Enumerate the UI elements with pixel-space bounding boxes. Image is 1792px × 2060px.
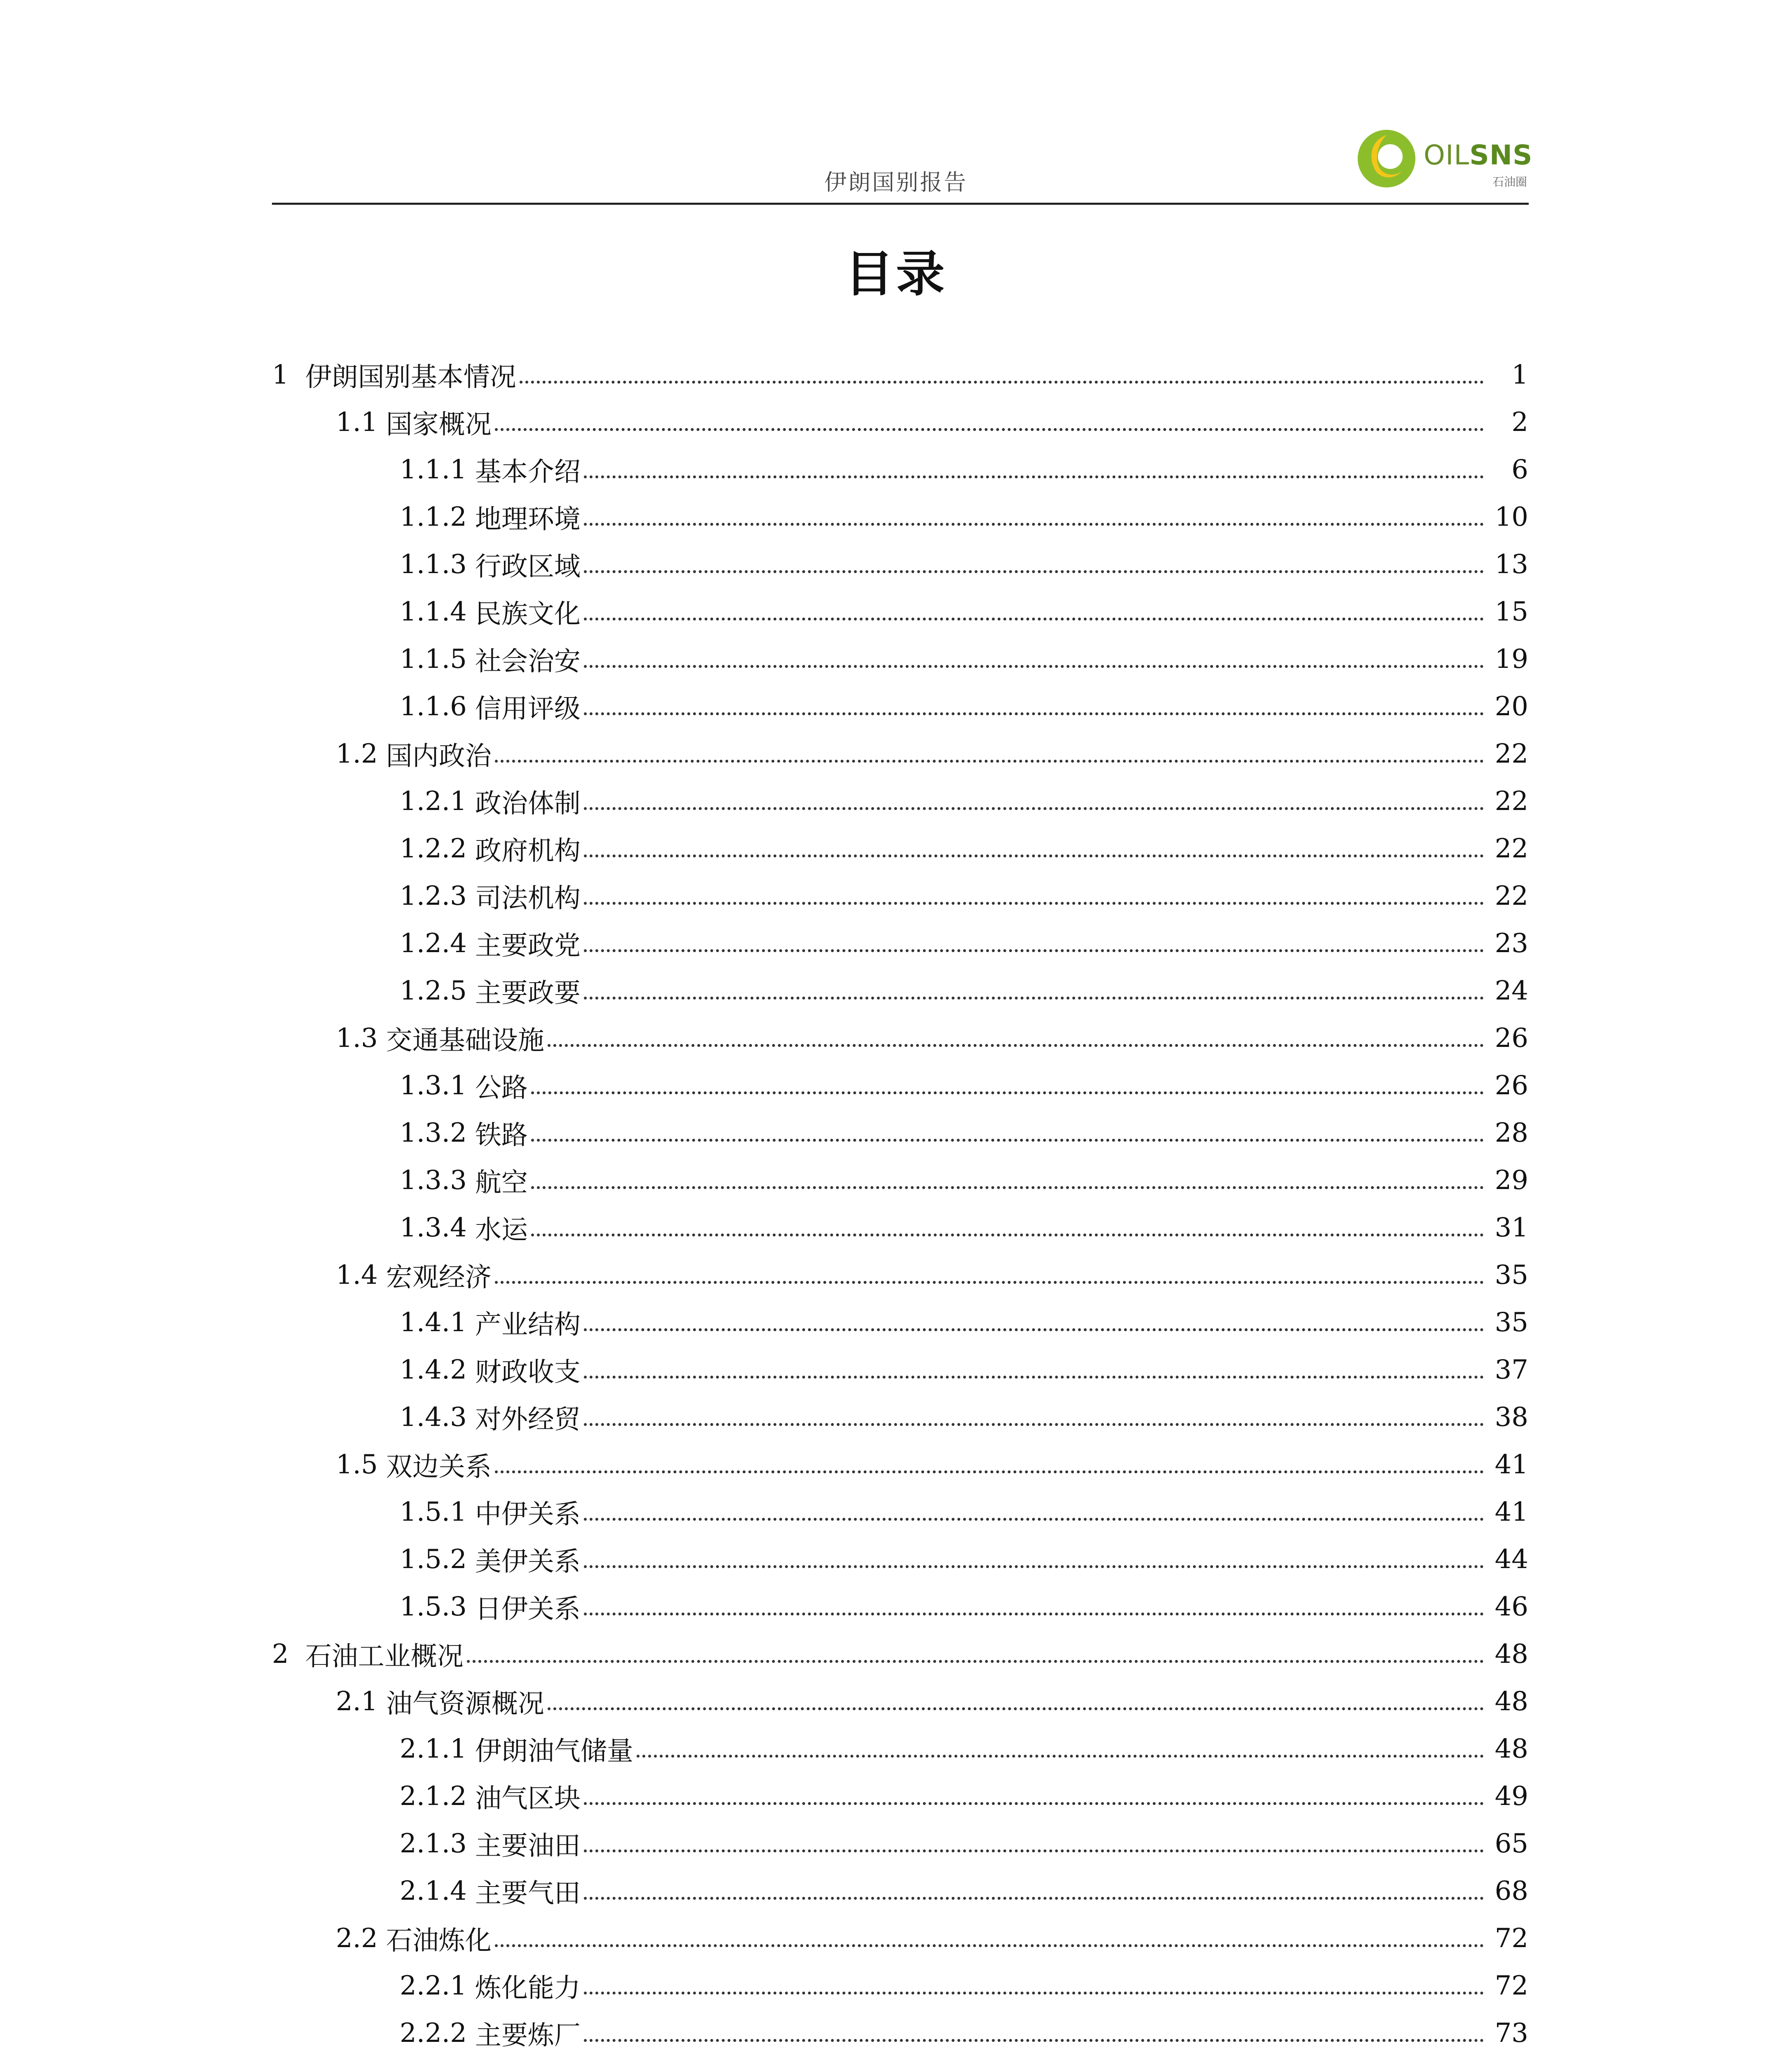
toc-entry-page: 15: [1495, 596, 1528, 627]
toc-entry-number: 1.1: [336, 407, 378, 438]
toc-entry[interactable]: [0, 777, 1792, 825]
toc-entry[interactable]: [0, 1820, 1792, 1867]
toc-entry-page: 41: [1495, 1449, 1528, 1480]
toc-entry-number: 2.1.2: [400, 1781, 467, 1812]
toc-entry-title: 油气区块: [475, 1783, 581, 1814]
toc-dot-leader: [584, 1376, 1484, 1379]
toc-entry-title: 交通基础设施: [386, 1025, 544, 1056]
toc-entry-page: 13: [1495, 549, 1528, 580]
toc-entry-page: 49: [1495, 1781, 1528, 1812]
toc-entry-number: 1.4.1: [400, 1307, 467, 1338]
toc-dot-leader: [495, 1281, 1484, 1284]
toc-entry-number: 2: [272, 1639, 289, 1669]
toc-dot-leader: [584, 1565, 1484, 1568]
toc-entry-number: 2.2.1: [400, 1970, 467, 2001]
toc-entry[interactable]: [0, 1346, 1792, 1393]
toc-entry-page: 72: [1495, 1970, 1528, 2001]
toc-entry[interactable]: [0, 872, 1792, 920]
toc-entry-title: 司法机构: [475, 883, 581, 914]
toc-entry[interactable]: [0, 635, 1792, 683]
toc-entry-page: 1: [1511, 359, 1528, 390]
toc-entry-page: 22: [1495, 786, 1528, 817]
toc-dot-leader: [584, 618, 1484, 620]
logo-wordmark: [1424, 139, 1533, 171]
toc-entry-title: 行政区域: [475, 551, 581, 582]
toc-entry-page: 26: [1495, 1070, 1528, 1101]
toc-entry-title: 铁路: [475, 1120, 528, 1151]
toc-entry[interactable]: [0, 398, 1792, 446]
toc-entry-title: 中伊关系: [475, 1499, 581, 1530]
toc-entry-title: 地理环境: [475, 504, 581, 535]
toc-entry-number: 2.2: [336, 1923, 378, 1954]
toc-entry-number: 1.5: [336, 1449, 378, 1480]
toc-dot-leader: [495, 1944, 1484, 1947]
toc-entry-title: 主要政党: [475, 930, 581, 961]
toc-entry-number: 1.2.3: [400, 880, 467, 911]
toc-entry-title: 公路: [475, 1072, 528, 1103]
toc-dot-leader: [584, 1613, 1484, 1615]
toc-entry[interactable]: [0, 1156, 1792, 1204]
toc-entry[interactable]: [0, 1867, 1792, 1915]
toc-entry-page: 29: [1495, 1165, 1528, 1196]
toc-entry-number: 1.1.6: [400, 691, 467, 722]
toc-entry-title: 水运: [475, 1215, 528, 1245]
running-header-title: 伊朗国别报告: [824, 169, 968, 195]
toc-dot-leader: [584, 475, 1484, 478]
toc-entry-page: 20: [1495, 691, 1528, 722]
toc-entry-page: 44: [1495, 1544, 1528, 1575]
toc-dot-leader: [531, 1234, 1484, 1236]
toc-entry[interactable]: [0, 920, 1792, 967]
toc-entry-title: 伊朗国别基本情况: [305, 362, 516, 393]
logo-subtext: 石油圈: [1492, 175, 1527, 189]
toc-entry-page: 28: [1495, 1117, 1528, 1148]
toc-entry-number: 1.1.5: [400, 644, 467, 674]
toc-entry-number: 1.3.3: [400, 1165, 467, 1196]
toc-entry[interactable]: [0, 1299, 1792, 1346]
toc-dot-leader: [531, 1139, 1484, 1142]
toc-entry-page: 24: [1495, 975, 1528, 1006]
logo-text-sns: SNS: [1469, 139, 1533, 171]
toc-dot-leader: [584, 712, 1484, 715]
toc-entry-number: 1.4.3: [400, 1402, 467, 1433]
toc-entry-number: 2.2.2: [400, 2018, 467, 2048]
toc-entry-title: 政治体制: [475, 788, 581, 819]
toc-entry[interactable]: [0, 2009, 1792, 2057]
toc-entry-number: 1.2.2: [400, 833, 467, 864]
toc-dot-leader: [548, 1707, 1484, 1710]
toc-entry-title: 主要炼厂: [475, 2020, 581, 2051]
toc-entry[interactable]: [0, 446, 1792, 493]
toc-entry-number: 1.5.1: [400, 1496, 467, 1527]
header-divider: [272, 203, 1529, 205]
toc-entry[interactable]: [0, 1725, 1792, 1772]
toc-entry-number: 1.1.1: [400, 454, 467, 485]
toc-entry-page: 35: [1495, 1259, 1528, 1290]
toc-entry-page: 46: [1495, 1591, 1528, 1622]
toc-entry-number: 1.3.2: [400, 1117, 467, 1148]
toc-entry-title: 油气资源概况: [386, 1688, 544, 1719]
toc-entry-number: 1.3.4: [400, 1212, 467, 1243]
toc-entry[interactable]: [0, 588, 1792, 635]
toc-entry[interactable]: [0, 967, 1792, 1014]
toc-entry-title: 社会治安: [475, 646, 581, 677]
toc-dot-leader: [520, 381, 1484, 384]
toc-entry-number: 1: [272, 359, 289, 390]
toc-entry[interactable]: [0, 1678, 1792, 1725]
toc-entry-title: 国家概况: [386, 409, 492, 440]
toc-entry[interactable]: [0, 1488, 1792, 1536]
toc-entry-title: 美伊关系: [475, 1546, 581, 1577]
toc-entry[interactable]: [0, 1393, 1792, 1441]
toc-entry[interactable]: [0, 1204, 1792, 1251]
toc-dot-leader: [467, 1660, 1484, 1663]
toc-entry-page: 19: [1495, 644, 1528, 674]
toc-entry[interactable]: [0, 1630, 1792, 1678]
toc-entry-title: 信用评级: [475, 693, 581, 724]
toc-entry[interactable]: [0, 493, 1792, 541]
toc-dot-leader: [637, 1755, 1484, 1758]
toc-entry-page: 23: [1495, 928, 1528, 959]
toc-entry-number: 1.4.2: [400, 1354, 467, 1385]
toc-entry[interactable]: [0, 1962, 1792, 2009]
toc-dot-leader: [584, 1849, 1484, 1852]
toc-entry-title: 主要气田: [475, 1878, 581, 1909]
toc-entry-page: 6: [1511, 454, 1528, 485]
toc-entry-page: 22: [1495, 880, 1528, 911]
toc-entry[interactable]: [0, 351, 1792, 398]
toc-entry[interactable]: [0, 1014, 1792, 1062]
toc-entry-title: 国内政治: [386, 741, 492, 772]
toc-entry-title: 炼化能力: [475, 1973, 581, 2004]
toc-entry[interactable]: [0, 1536, 1792, 1583]
toc-entry-page: 31: [1495, 1212, 1528, 1243]
toc-entry-page: 35: [1495, 1307, 1528, 1338]
toc-entry[interactable]: [0, 1915, 1792, 1962]
toc-dot-leader: [584, 523, 1484, 526]
toc-entry-page: 41: [1495, 1496, 1528, 1527]
toc-entry-title: 日伊关系: [475, 1594, 581, 1625]
logo-text-oil: OIL: [1424, 139, 1470, 171]
toc-entry-page: 68: [1495, 1875, 1528, 1906]
toc-entry-page: 22: [1495, 738, 1528, 769]
toc-dot-leader: [584, 1328, 1484, 1331]
toc-entry-number: 1.3.1: [400, 1070, 467, 1101]
toc-entry[interactable]: [0, 541, 1792, 588]
toc-entry-title: 石油工业概况: [305, 1641, 464, 1672]
toc-entry-number: 1.4: [336, 1259, 378, 1290]
toc-entry[interactable]: [0, 730, 1792, 777]
toc-entry-page: 73: [1495, 2018, 1528, 2048]
toc-dot-leader: [584, 1802, 1484, 1805]
toc-entry-page: 72: [1495, 1923, 1528, 1954]
toc-entry-title: 政府机构: [475, 836, 581, 866]
toc-entry-number: 1.1.3: [400, 549, 467, 580]
toc-entry-title: 伊朗油气储量: [475, 1736, 633, 1767]
toc-entry-page: 48: [1495, 1733, 1528, 1764]
toc-dot-leader: [531, 1186, 1484, 1189]
toc-entry-number: 2.1.4: [400, 1875, 467, 1906]
toc-dot-leader: [584, 2039, 1484, 2042]
toc-title: 目录: [845, 246, 947, 302]
toc-entry[interactable]: [0, 825, 1792, 872]
toc-entry-number: 1.3: [336, 1023, 378, 1053]
toc-dot-leader: [584, 997, 1484, 1000]
toc-entry-number: 1.5.2: [400, 1544, 467, 1575]
toc-dot-leader: [584, 1992, 1484, 1994]
toc-entry-title: 石油炼化: [386, 1925, 492, 1956]
toc-entry-title: 财政收支: [475, 1357, 581, 1388]
toc-dot-leader: [584, 854, 1484, 857]
toc-entry-title: 民族文化: [475, 599, 581, 630]
toc-entry-number: 1.2: [336, 738, 378, 769]
toc-entry-number: 2.1: [336, 1686, 378, 1717]
toc-dot-leader: [495, 1470, 1484, 1473]
toc-dot-leader: [584, 1518, 1484, 1521]
toc-dot-leader: [584, 1423, 1484, 1426]
toc-entry-title: 基本介绍: [475, 456, 581, 487]
toc-entry-page: 26: [1495, 1023, 1528, 1053]
toc-dot-leader: [495, 428, 1484, 431]
toc-entry-page: 65: [1495, 1828, 1528, 1859]
toc-dot-leader: [531, 1091, 1484, 1094]
toc-entry-title: 航空: [475, 1167, 528, 1198]
toc-dot-leader: [495, 760, 1484, 763]
toc-entry-title: 产业结构: [475, 1309, 581, 1340]
toc-entry[interactable]: [0, 1251, 1792, 1299]
toc-entry-title: 主要油田: [475, 1831, 581, 1861]
toc-entry-number: 1.2.1: [400, 786, 467, 817]
toc-dot-leader: [584, 1897, 1484, 1900]
oilsns-logo: [1356, 124, 1533, 194]
toc-entry-page: 2: [1511, 407, 1528, 438]
toc-entry-number: 1.2.4: [400, 928, 467, 959]
toc-entry-page: 22: [1495, 833, 1528, 864]
toc-dot-leader: [584, 949, 1484, 952]
toc-dot-leader: [548, 1044, 1484, 1047]
toc-dot-leader: [584, 665, 1484, 668]
toc-list: [0, 351, 1792, 2060]
toc-entry-number: 2.1.3: [400, 1828, 467, 1859]
toc-entry-page: 48: [1495, 1686, 1528, 1717]
toc-entry[interactable]: [0, 1062, 1792, 1109]
toc-dot-leader: [584, 570, 1484, 573]
toc-entry[interactable]: [0, 683, 1792, 730]
toc-dot-leader: [584, 807, 1484, 810]
toc-entry-number: 1.5.3: [400, 1591, 467, 1622]
toc-dot-leader: [584, 902, 1484, 905]
toc-entry-title: 主要政要: [475, 978, 581, 1009]
toc-entry[interactable]: [0, 1109, 1792, 1156]
toc-entry-number: 1.2.5: [400, 975, 467, 1006]
toc-entry[interactable]: [0, 1583, 1792, 1630]
toc-entry-page: 37: [1495, 1354, 1528, 1385]
toc-entry[interactable]: [0, 2057, 1792, 2060]
toc-entry-title: 宏观经济: [386, 1262, 492, 1293]
toc-entry-page: 10: [1495, 501, 1528, 532]
toc-entry-page: 48: [1495, 1639, 1528, 1669]
toc-entry[interactable]: [0, 1772, 1792, 1820]
toc-entry[interactable]: [0, 1441, 1792, 1488]
toc-entry-number: 1.1.2: [400, 501, 467, 532]
toc-entry-title: 对外经贸: [475, 1404, 581, 1435]
toc-entry-number: 2.1.1: [400, 1733, 467, 1764]
toc-entry-number: 1.1.4: [400, 596, 467, 627]
toc-entry-title: 双边关系: [386, 1451, 492, 1482]
toc-entry-page: 38: [1495, 1402, 1528, 1433]
oil-drop-logo-icon: [1356, 128, 1417, 190]
